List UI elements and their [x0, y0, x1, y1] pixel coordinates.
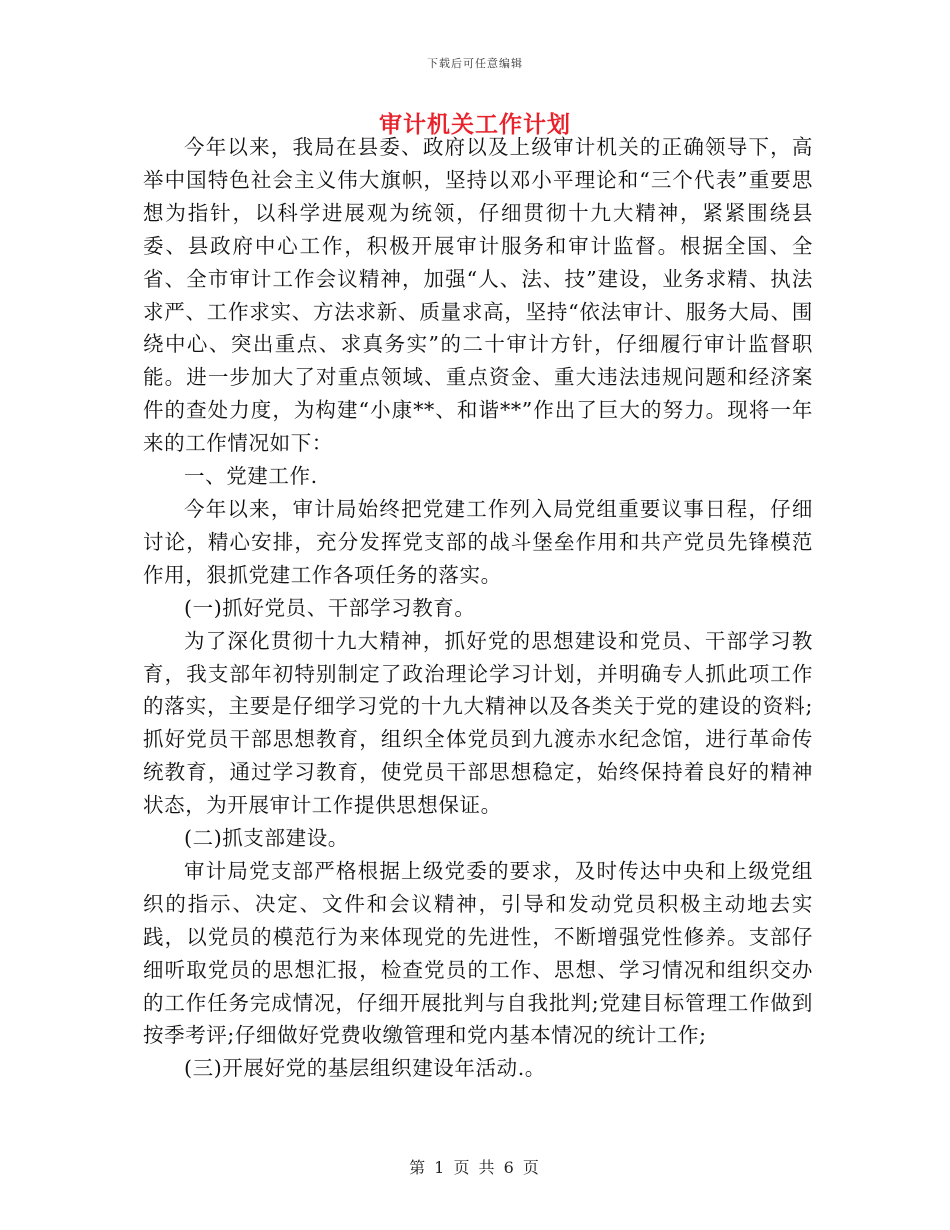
subheading-study-education: (一)抓好党员、干部学习教育。	[184, 595, 476, 620]
document-body	[143, 131, 813, 1085]
paragraph-study-education: 为了深化贯彻十九大精神，抓好党的思想建设和党员、干部学习教育，我支部年初特别制定了政治理论学习计划，并明确专人抓此项工作的落实，主要是仔细学习党的十九大精神以及各类关于党的建设的资料;抓好党员干部思想教育，组织全体党员到九渡赤水纪念馆，进行革命传统教育，通过学习教育，使党员干部思想稳定，始终保持着良好的精神状态，为开展审计工作提供思想保证。	[143, 628, 813, 818]
page-number-footer: 第 1 页 共 6 页	[409, 1158, 541, 1177]
paragraph-branch-building: 审计局党支部严格根据上级党委的要求，及时传达中央和上级党组织的指示、决定、文件和会议精神，引导和发动党员积极主动地去实践，以党员的模范行为来体现党的先进性，不断增强党性修养。支部仔细听取党员的思想汇报，检查党员的工作、思想、学习情况和组织交办的工作任务完成情况，仔细开展批判与自我批判;党建目标管理工作做到按季考评;仔细做好党费收缴管理和党内基本情况的统计工作;	[143, 858, 813, 1048]
paragraph-intro: 今年以来，我局在县委、政府以及上级审计机关的正确领导下，高举中国特色社会主义伟大旗帜，坚持以邓小平理论和“三个代表”重要思想为指针，以科学进展观为统领，仔细贯彻十九大精神，紧紧围绕县委、县政府中心工作，积极开展审计服务和审计监督。根据全国、全省、全市审计工作会议精神，加强“人、法、技”建设，业务求精、执法求严、工作求实、方法求新、质量求高，坚持“依法审计、服务大局、围绕中心、突出重点、求真务实”的二十审计方针，仔细履行审计监督职能。进一步加大了对重点领域、重点资金、重大违法违规问题和经济案件的查处力度，为构建“小康**、和谐**”作出了巨大的努力。现将一年来的工作情况如下：	[143, 135, 813, 456]
heading-party-building: 一、党建工作.	[184, 464, 318, 489]
header-note: 下载后可任意编辑	[427, 57, 523, 70]
paragraph-party-building: 今年以来，审计局始终把党建工作列入局党组重要议事日程，仔细讨论，精心安排，充分发挥党支部的战斗堡垒作用和共产党员先锋模范作用，狠抓党建工作各项任务的落实。	[143, 496, 813, 587]
document-title: 审计机关工作计划	[379, 111, 571, 138]
subheading-branch-building: (二)抓支部建设。	[184, 826, 349, 851]
subheading-grassroots-year: (三)开展好党的基层组织建设年活动.。	[184, 1056, 546, 1081]
